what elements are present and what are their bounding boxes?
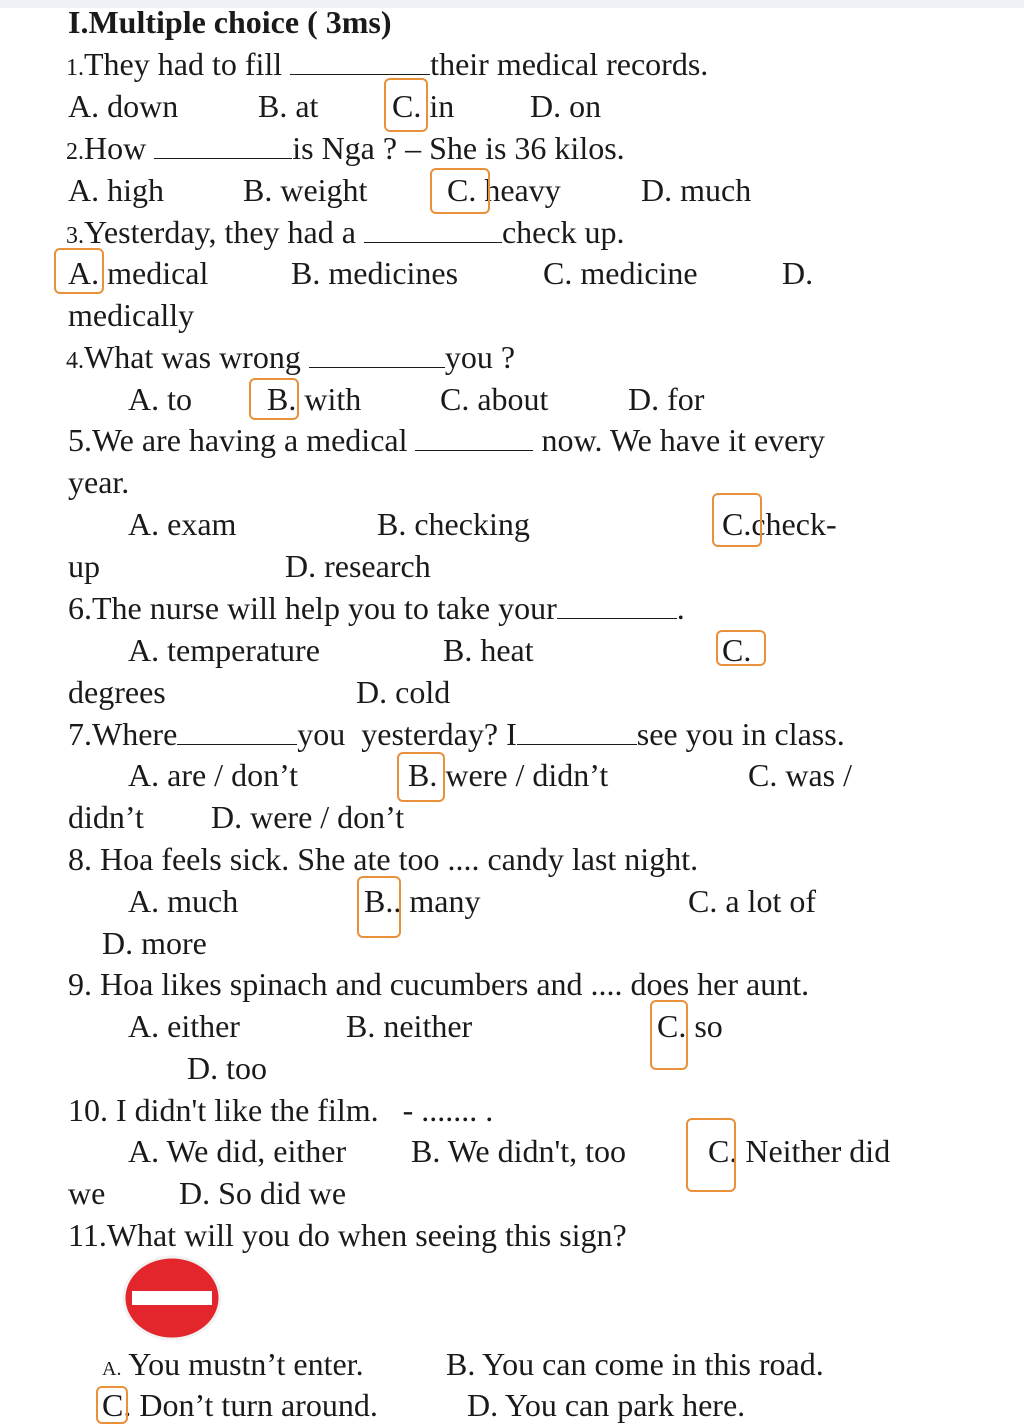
question-5-continued: year.	[68, 464, 130, 500]
option-a: A. to	[128, 381, 192, 417]
option-b: B. neither	[346, 1008, 473, 1044]
question-3: 3.Yesterday, they had a check up.	[66, 214, 625, 250]
answer-blank	[177, 718, 297, 745]
option-d: D. cold	[356, 674, 451, 710]
option-a: A. You mustn’t enter.	[102, 1346, 364, 1382]
option-b: B. medicines	[291, 255, 459, 291]
option-b: B. You can come in this road.	[446, 1346, 824, 1382]
option-c: C. in	[392, 88, 455, 124]
question-number: 4.	[66, 348, 84, 374]
question-1: 1.They had to fill their medical records.	[66, 46, 709, 82]
option-c: C. medicine	[543, 255, 698, 291]
question-5: 5.We are having a medical now. We have it every	[68, 422, 826, 458]
option-a: A. much	[128, 883, 239, 919]
answer-blank	[517, 718, 637, 745]
selected-answer-marker	[397, 752, 445, 802]
option-a: A. exam	[128, 506, 237, 542]
question-number: 2.	[66, 139, 84, 165]
question-7: 7.Where you yesterday? I see you in class.	[68, 716, 845, 752]
option-a: A. down	[68, 88, 179, 124]
answer-blank	[290, 48, 430, 75]
option-d: D. for	[628, 381, 705, 417]
question-number: 5.	[68, 422, 92, 458]
option-a: A. either	[128, 1008, 240, 1044]
option-d: D. So did we	[179, 1175, 347, 1211]
option-c: C. Neither did	[708, 1133, 891, 1169]
option-d: D. research	[285, 548, 431, 584]
selected-answer-marker	[54, 248, 104, 294]
selected-answer-marker	[357, 876, 401, 938]
option-b: B. We didn't, too	[411, 1133, 627, 1169]
selected-answer-marker	[249, 378, 299, 420]
selected-answer-marker	[430, 168, 490, 214]
question-4: 4.What was wrong you ?	[66, 339, 516, 375]
option-c-continued: we	[68, 1175, 106, 1211]
selected-answer-marker	[384, 78, 428, 132]
selected-answer-marker	[96, 1386, 128, 1424]
question-number: 11.	[68, 1217, 107, 1253]
option-d: D. You can park here.	[467, 1387, 746, 1423]
question-number: 10.	[68, 1092, 108, 1128]
selected-answer-marker	[712, 493, 762, 547]
option-c: C. Don’t turn around.	[102, 1387, 378, 1423]
option-d: D. much	[641, 172, 752, 208]
question-6: 6.The nurse will help you to take your .	[68, 590, 685, 626]
option-c: C. so	[657, 1008, 723, 1044]
answer-blank	[309, 341, 445, 368]
option-c: C. a lot of	[688, 883, 816, 919]
question-number: 6.	[68, 590, 92, 626]
selected-answer-marker	[650, 1000, 688, 1070]
section-title: I.Multiple choice ( 3ms)	[68, 4, 392, 40]
option-b: B. weight	[243, 172, 368, 208]
option-a: A. temperature	[128, 632, 320, 668]
question-2: 2.How is Nga ? – She is 36 kilos.	[66, 130, 625, 166]
answer-blank	[415, 424, 533, 451]
option-c: C.check-	[722, 506, 837, 542]
answer-blank	[557, 592, 677, 619]
question-number: 9.	[68, 966, 92, 1002]
option-b: B. were / didn’t	[408, 757, 609, 793]
no-entry-sign-icon	[122, 1255, 222, 1341]
option-a: A. medical	[68, 255, 209, 291]
option-c-continued: didn’t	[68, 799, 144, 835]
answer-blank	[154, 132, 292, 159]
selected-answer-marker	[716, 630, 766, 666]
option-b: B. with	[267, 381, 362, 417]
question-8: 8. Hoa feels sick. She ate too .... candy last night.	[68, 841, 699, 877]
option-c: C. about	[440, 381, 549, 417]
question-number: 8.	[68, 841, 92, 877]
option-d: D. were / don’t	[211, 799, 405, 835]
question-number: 3.	[66, 223, 84, 249]
question-10: 10. I didn't like the film. - ....... .	[68, 1092, 494, 1128]
option-c-continued: degrees	[68, 674, 166, 710]
option-d: D. more	[102, 925, 207, 961]
option-d: D. on	[530, 88, 602, 124]
option-c: C.	[722, 632, 752, 668]
option-c-continued: up	[68, 548, 100, 584]
option-b: B.. many	[364, 883, 481, 919]
question-number: 1.	[66, 55, 84, 81]
option-b: B. heat	[443, 632, 534, 668]
selected-answer-marker	[686, 1118, 736, 1192]
option-c: C. heavy	[447, 172, 561, 208]
option-a: A. are / don’t	[128, 757, 299, 793]
answer-blank	[364, 216, 502, 243]
question-number: 7.	[68, 716, 92, 752]
option-b: B. checking	[377, 506, 530, 542]
option-c: C. was /	[748, 757, 852, 793]
option-b: B. at	[258, 88, 319, 124]
option-d: D. too	[187, 1050, 267, 1086]
option-a: A. We did, either	[128, 1133, 347, 1169]
option-a: A. high	[68, 172, 164, 208]
question-9: 9. Hoa likes spinach and cucumbers and .... does her aunt.	[68, 966, 810, 1002]
question-11: 11.What will you do when seeing this sign?	[68, 1217, 627, 1253]
option-d: D.	[782, 255, 814, 291]
option-d-continued: medically	[68, 297, 195, 333]
